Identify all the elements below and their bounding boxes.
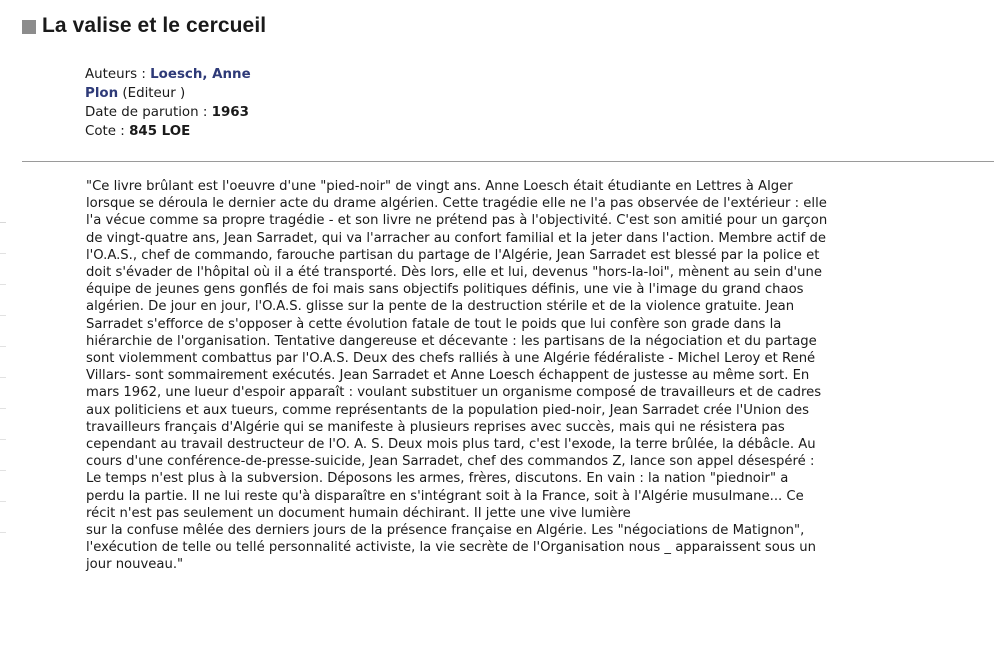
summary-line: hiérarchie de l'organisation. Tentative dangereuse et décevante : les partisans de la négociation et du partage	[86, 333, 817, 349]
summary-line: lorsque se déroula le dernier acte du drame algérien. Cette tragédie elle ne l'a pas observée de l'extérieur : elle	[86, 196, 827, 212]
summary-line: sur la confuse mêlée des derniers jours de la présence française en Algérie. Les "négociations de Matignon",	[86, 523, 805, 539]
summary-line: équipe de jeunes gens gonflés de foi mais sans objectifs politiques définis, une vie à l'image du grand chaos	[86, 282, 804, 298]
cote-label: Cote :	[85, 124, 130, 139]
summary-line: jour nouveau."	[86, 557, 184, 573]
summary-line: Sarradet s'efforce de s'opposer à cette évolution fatale de tout le poids que lui confère son grade dans la	[86, 316, 782, 332]
cote-row	[85, 122, 251, 141]
publisher-role: (Editeur )	[118, 86, 186, 101]
summary-line: aux politiciens et aux tueurs, comme représentants de la population pied-noir, Jean Sarradet crée l'Union des	[86, 402, 809, 418]
left-edge-fragment	[0, 222, 6, 533]
record-title: La valise et le cercueil	[42, 14, 267, 37]
summary-line: cependant au travail destructeur de l'O. A. S. Deux mois plus tard, c'est l'exode, la terre brûlée, la débâcle. Au	[86, 437, 816, 453]
date-value: 1963	[211, 105, 249, 120]
publisher-link[interactable]: Plon	[85, 86, 119, 101]
summary-text	[86, 178, 1000, 574]
bullet-square-icon	[22, 20, 36, 34]
date-label: Date de parution :	[85, 105, 212, 120]
record-metadata	[85, 65, 251, 141]
summary-line: perdu la partie. II ne lui reste qu'à disparaître en s'intégrant soit à la France, soit à l'Algérie musulmane... Ce	[86, 488, 804, 504]
summary-line: récit n'est pas seulement un document humain déchirant. II jette une vive lumière	[86, 505, 631, 521]
summary-line: l'a vécue comme sa propre tragédie - et son livre ne prétend pas à l'objectivité. C'est son amitié pour un garçon	[86, 213, 828, 229]
summary-line: algérien. De jour en jour, l'O.A.S. glisse sur la pente de la destruction stérile et de la violence gratuite. Jean	[86, 299, 795, 315]
summary-line: travailleurs français d'Algérie qui se manifeste à plusieurs reprises avec succès, mais qui ne résistera pas	[86, 419, 785, 435]
section-divider	[22, 161, 994, 162]
date-row	[85, 103, 251, 122]
record-header	[22, 14, 266, 38]
summary-line: cours d'une conférence-de-presse-suicide, Jean Sarradet, chef des commandos Z, lance son appel désespéré :	[86, 454, 815, 470]
publisher-row	[85, 84, 251, 103]
author-link[interactable]: Loesch, Anne	[150, 67, 251, 82]
summary-line: doit s'évader de l'hôpital où il a été transporté. Dès lors, elle et lui, devenus "hors-la-loi", mènent au sein d'une	[86, 265, 822, 281]
summary-line: l'exécution de telle ou tellé personnalité activiste, la vie secrète de l'Organisation nous _ apparaissent sous un	[86, 540, 816, 556]
cote-value: 845 LOE	[129, 124, 191, 139]
authors-label: Auteurs :	[85, 67, 151, 82]
summary-line: sont violemment combattus par l'O.A.S. Deux des chefs ralliés à une Algérie fédéraliste - Michel Leroy et René	[86, 351, 816, 367]
summary-line: Villars- sont sommairement exécutés. Jean Sarradet et Anne Loesch échappent de justesse au même sort. En	[86, 368, 810, 384]
summary-line: mars 1962, une lueur d'espoir apparaît : voulant substituer un organisme composé de travailleurs et de cadres	[86, 385, 822, 401]
summary-line: Le temps n'est plus à la subversion. Déposons les armes, frères, discutons. En vain : la nation "piednoir" a	[86, 471, 789, 487]
summary-line: l'O.A.S., chef de commando, farouche partisan du partage de l'Algérie, Jean Sarradet est blessé par la police et	[86, 247, 820, 263]
summary-line: "Ce livre brûlant est l'oeuvre d'une "pied-noir" de vingt ans. Anne Loesch était étudiante en Lettres à Alger	[86, 179, 793, 194]
summary-line: de vingt-quatre ans, Jean Sarradet, qui va l'arracher au confort familial et la jeter dans l'action. Membre actif de	[86, 230, 826, 246]
authors-row	[85, 65, 251, 84]
